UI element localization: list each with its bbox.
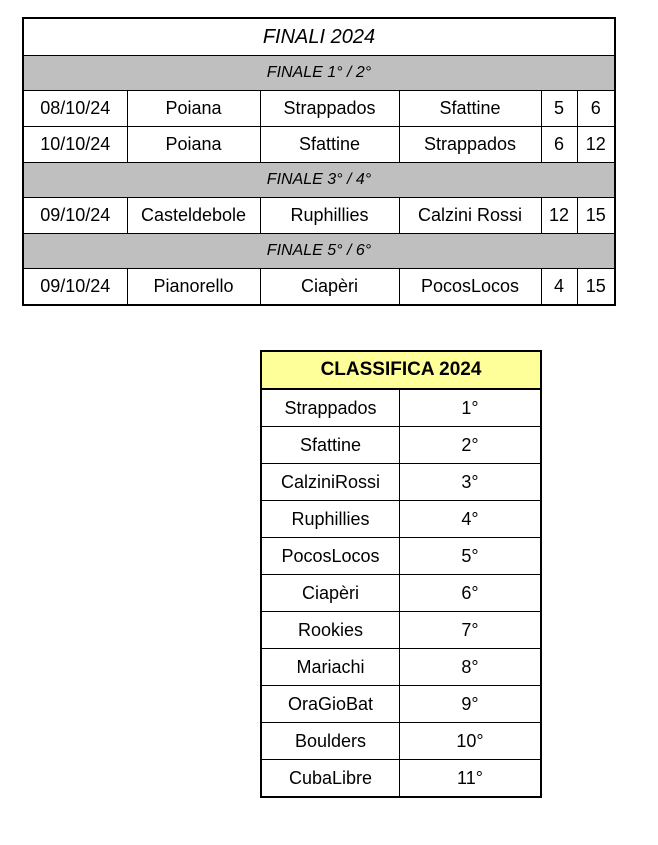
ranking-position: 1°	[399, 389, 541, 427]
team-b: Sfattine	[399, 91, 541, 127]
ranking-team: CubaLibre	[261, 760, 399, 798]
ranking-row	[261, 723, 541, 760]
ranking-team: CalziniRossi	[261, 464, 399, 501]
ranking-table	[260, 350, 542, 798]
finals-title: FINALI 2024	[23, 18, 615, 56]
ranking-position: 9°	[399, 686, 541, 723]
score-b: 6	[577, 91, 615, 127]
ranking-team: Ciapèri	[261, 575, 399, 612]
ranking-position: 3°	[399, 464, 541, 501]
ranking-team: PocosLocos	[261, 538, 399, 575]
host-team: Poiana	[127, 127, 260, 163]
ranking-row	[261, 612, 541, 649]
ranking-row	[261, 501, 541, 538]
team-a: Strappados	[260, 91, 399, 127]
section-label: FINALE 3° / 4°	[23, 163, 615, 198]
host-team: Poiana	[127, 91, 260, 127]
ranking-position: 7°	[399, 612, 541, 649]
match-row	[23, 269, 615, 306]
team-b: Calzini Rossi	[399, 198, 541, 234]
match-date: 10/10/24	[23, 127, 127, 163]
match-row	[23, 198, 615, 234]
host-team: Casteldebole	[127, 198, 260, 234]
ranking-position: 6°	[399, 575, 541, 612]
ranking-header-row	[261, 351, 541, 389]
match-date: 08/10/24	[23, 91, 127, 127]
score-b: 12	[577, 127, 615, 163]
ranking-position: 5°	[399, 538, 541, 575]
ranking-position: 8°	[399, 649, 541, 686]
ranking-team: Sfattine	[261, 427, 399, 464]
team-a: Ciapèri	[260, 269, 399, 306]
match-row	[23, 91, 615, 127]
score-b: 15	[577, 198, 615, 234]
ranking-position: 11°	[399, 760, 541, 798]
score-a: 5	[541, 91, 577, 127]
ranking-team: Rookies	[261, 612, 399, 649]
ranking-row	[261, 389, 541, 427]
ranking-team: Ruphillies	[261, 501, 399, 538]
ranking-row	[261, 427, 541, 464]
match-date: 09/10/24	[23, 269, 127, 306]
ranking-row	[261, 760, 541, 798]
score-a: 6	[541, 127, 577, 163]
finals-title-row	[23, 18, 615, 56]
ranking-team: Mariachi	[261, 649, 399, 686]
section-header-row	[23, 234, 615, 269]
section-label: FINALE 5° / 6°	[23, 234, 615, 269]
match-date: 09/10/24	[23, 198, 127, 234]
score-a: 4	[541, 269, 577, 306]
ranking-team: Strappados	[261, 389, 399, 427]
ranking-position: 2°	[399, 427, 541, 464]
ranking-row	[261, 538, 541, 575]
host-team: Pianorello	[127, 269, 260, 306]
match-row	[23, 127, 615, 163]
ranking-row	[261, 686, 541, 723]
section-label: FINALE 1° / 2°	[23, 56, 615, 91]
team-a: Sfattine	[260, 127, 399, 163]
ranking-position: 10°	[399, 723, 541, 760]
team-b: Strappados	[399, 127, 541, 163]
score-a: 12	[541, 198, 577, 234]
ranking-position: 4°	[399, 501, 541, 538]
finals-table	[22, 17, 616, 306]
team-a: Ruphillies	[260, 198, 399, 234]
team-b: PocosLocos	[399, 269, 541, 306]
ranking-team: Boulders	[261, 723, 399, 760]
ranking-row	[261, 649, 541, 686]
section-header-row	[23, 163, 615, 198]
ranking-title: CLASSIFICA 2024	[261, 351, 541, 389]
ranking-row	[261, 464, 541, 501]
ranking-team: OraGioBat	[261, 686, 399, 723]
ranking-row	[261, 575, 541, 612]
section-header-row	[23, 56, 615, 91]
score-b: 15	[577, 269, 615, 306]
